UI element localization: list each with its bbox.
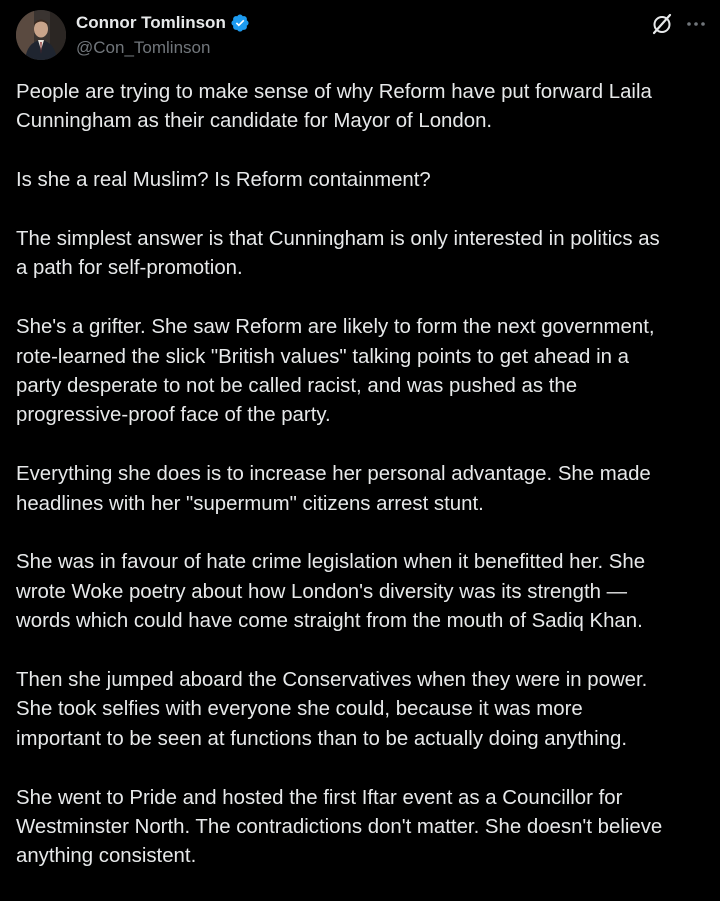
tweet-paragraph: Everything she does is to increase her personal advantage. She made headlines with her "supermum" citizens arrest stunt.: [16, 463, 651, 515]
tweet-paragraph: She went to Pride and hosted the first Iftar event as a Councillor for Westminster North. The contradictions don't matter. She doesn't believe anything consistent.: [16, 786, 663, 868]
grok-icon[interactable]: [650, 12, 674, 36]
tweet-header: [0, 0, 720, 70]
more-icon[interactable]: [684, 12, 708, 36]
author-handle[interactable]: @Con_Tomlinson: [76, 38, 211, 57]
author-name-row[interactable]: [76, 11, 250, 35]
tweet-paragraph: Then she jumped aboard the Conservatives when they were in power. She took selfies with everyone she could, because it was more important to be seen at functions than to be actually doing anything.: [16, 669, 648, 750]
author-display-name[interactable]: Connor Tomlinson: [76, 13, 226, 32]
tweet-paragraph: She's a grifter. She saw Reform are likely to form the next government, rote-learned the slick "British values" talking points to get ahead in a party desperate to not be called racist, and was pushed as the progressive-proof face of the party.: [16, 316, 655, 427]
tweet-paragraph: Is she a real Muslim? Is Reform containment?: [16, 169, 431, 192]
tweet-paragraph: The simplest answer is that Cunningham is only interested in politics as a path for self-promotion.: [16, 228, 660, 280]
avatar[interactable]: [16, 10, 66, 60]
tweet-text: [16, 78, 712, 901]
tweet-paragraph: People are trying to make sense of why Reform have put forward Laila Cunningham as their candidate for Mayor of London.: [16, 81, 652, 133]
tweet-paragraph: She was in favour of hate crime legislation when it benefitted her. She wrote Woke poetry about how London's diversity was its strength — words which could have come straight from the mouth of Sadiq Khan.: [16, 551, 646, 633]
verified-badge-icon: [230, 13, 250, 33]
